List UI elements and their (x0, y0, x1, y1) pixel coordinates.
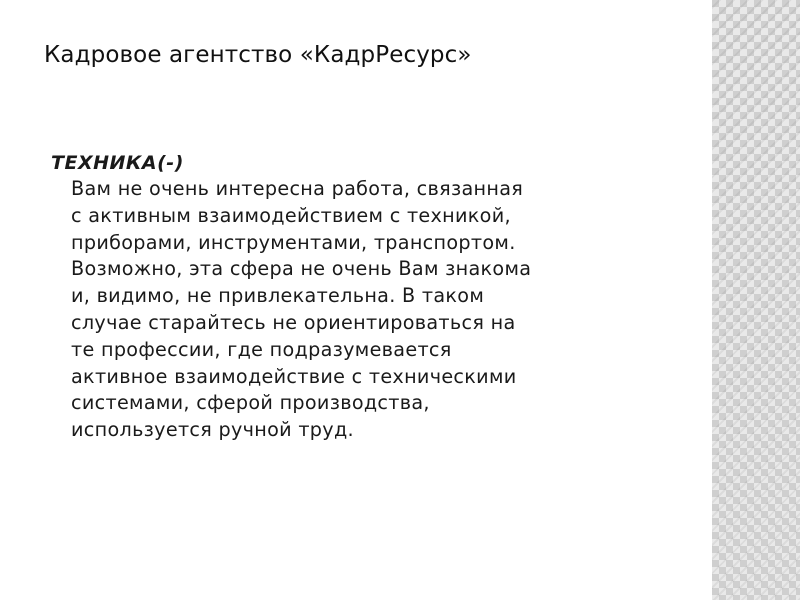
slide-title: Кадровое агентство «КадрРесурс» (44, 42, 472, 68)
body-line: и, видимо, не привлекательна. В таком (71, 284, 485, 308)
body-line: используется ручной труд. (71, 418, 354, 442)
section-heading: ТЕХНИКА(-) (51, 152, 184, 174)
body-line: Возможно, эта сфера не очень Вам знакома (71, 257, 532, 281)
body-line: Вам не очень интересна работа, связанная (71, 177, 524, 200)
body-line: приборами, инструментами, транспортом. (71, 230, 516, 254)
content-block (51, 150, 671, 444)
decorative-side-panel (712, 0, 800, 600)
body-line: активное взаимодействие с техническими (71, 364, 517, 388)
body-line: с активным взаимодействием с техникой, (71, 203, 511, 227)
body-line: те профессии, где подразумевается (71, 337, 452, 361)
body-text (51, 176, 671, 444)
body-line: случае старайтесь не ориентироваться на (71, 310, 516, 334)
body-line: системами, сферой производства, (71, 391, 430, 415)
